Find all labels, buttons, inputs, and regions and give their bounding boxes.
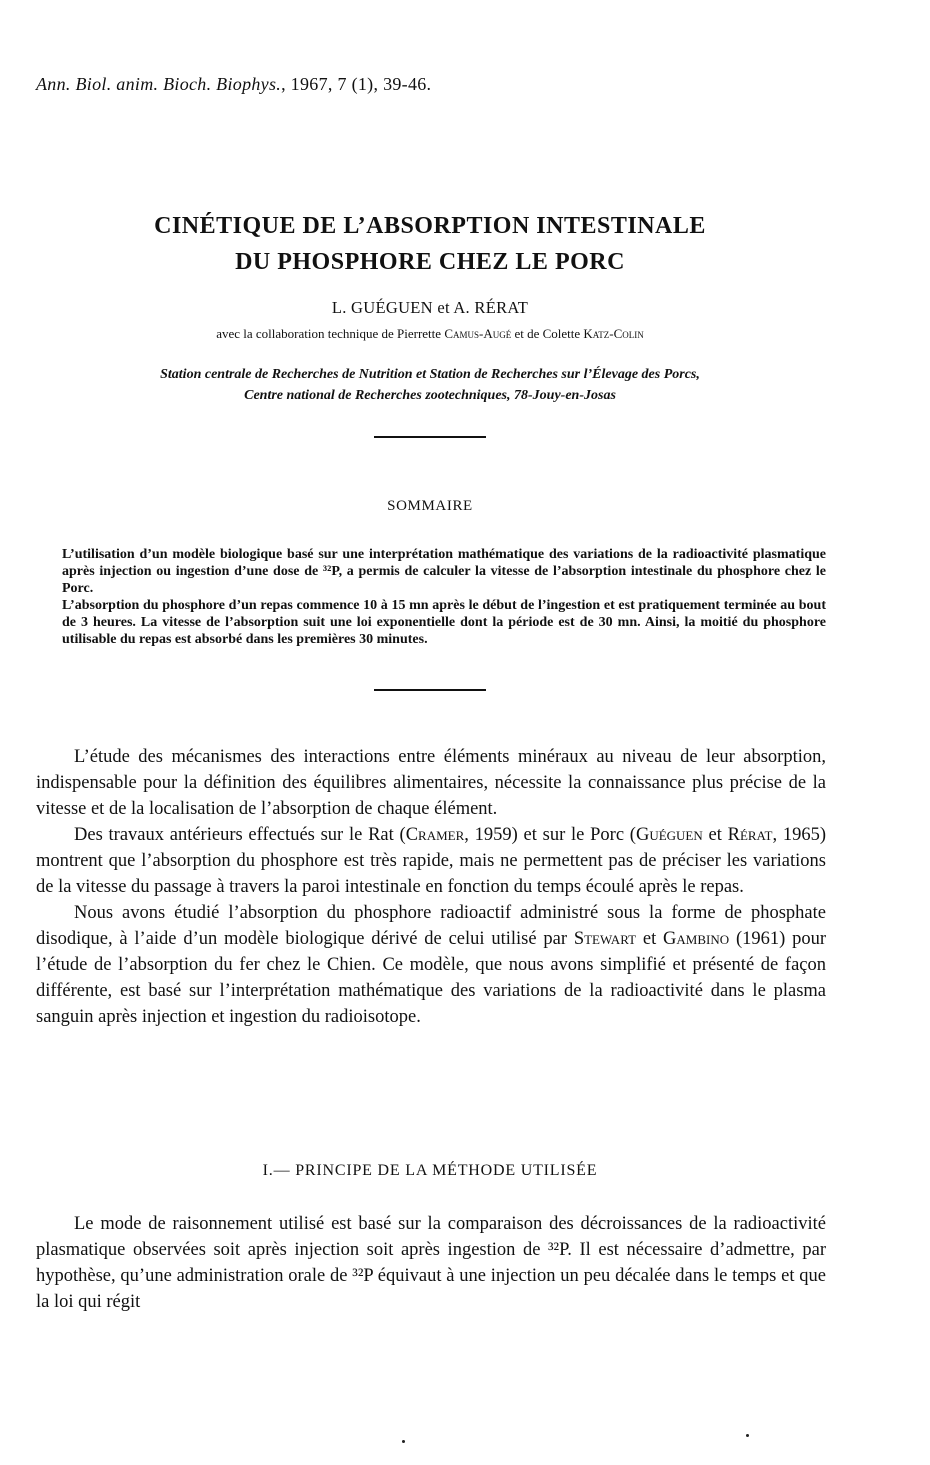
section-1-heading: I.— PRINCIPE DE LA MÉTHODE UTILISÉE <box>262 1162 598 1179</box>
authors: L. GUÉGUEN et A. RÉRAT <box>331 298 529 317</box>
collab-name-2: Katz-Colin <box>583 326 644 341</box>
collaboration-line <box>0 326 860 342</box>
journal-name: Ann. Biol. anim. Bioch. Biophys. <box>36 74 282 94</box>
divider-top <box>374 436 486 438</box>
journal-citation <box>36 74 431 95</box>
divider-bottom <box>374 689 486 691</box>
abstract-paragraph-2: L’absorption du phosphore d’un repas commence 10 à 15 mn après le début de l’ingestion et est pratiquement terminée au bout de 3 heures. La vitesse de l’absorption suit une loi exponentielle dont la période est de 30 mn. Ainsi, la moitié du phosphore utilisable du repas est absorbé dans les premières 30 minutes. <box>62 598 826 647</box>
introduction <box>36 744 826 1030</box>
citation-details: , 1967, 7 (1), 39-46. <box>281 74 432 94</box>
text-run: , 1965) montrent que l’absorption du phosphore est très rapide, mais ne permettent pas de préciser les variations de la vitesse du passage à travers la paroi intestinale en fonction du temps écoulé après le repas. <box>36 825 826 897</box>
speck-mark <box>746 1434 749 1437</box>
intro-paragraph-1: L’étude des mécanismes des interactions entre éléments minéraux au niveau de leur absorption, indispensable pour la définition des équilibres alimentaires, nécessite la connaissance plus précise de la vitesse et de la localisation de l’absorption de chaque élément. <box>36 747 826 819</box>
intro-paragraph-2 <box>36 822 826 900</box>
article-title <box>0 208 860 280</box>
title-line-1: CINÉTIQUE DE L’ABSORPTION INTESTINALE <box>154 213 706 239</box>
citation-rerat: Rérat <box>727 825 773 845</box>
section-1-paragraph-1: Le mode de raisonnement utilisé est basé sur la comparaison des décroissances de la radioactivité plasmatique observées soit après injection soit après ingestion de ³²P. Il est nécessaire d’admettre, par hypothèse, qu’une administration orale de ³²P équivaut à une injection un peu décalée dans le temps et que la loi qui régit <box>36 1214 826 1312</box>
citation-gambino: Gambino <box>663 929 730 949</box>
text-run: et <box>702 825 728 845</box>
citation-stewart: Stewart <box>573 929 637 949</box>
sommaire-heading: SOMMAIRE <box>387 498 473 514</box>
affiliation-line-1: Station centrale de Recherches de Nutrition et Station de Recherches sur l’Élevage des Porcs, <box>160 367 700 382</box>
title-line-2: DU PHOSPHORE CHEZ LE PORC <box>235 249 625 275</box>
collab-name-1: Camus-Augé <box>444 326 512 341</box>
text-run: (1961) pour l’étude de l’absorption du fer chez le Chien. Ce modèle, que nous avons simplifié et présenté de façon différente, est basé sur l’interprétation mathématique des variations de la radioactivité dans le plasma sanguin après injection et ingestion du radioisotope. <box>36 929 826 1027</box>
citation-cramer: Cramer <box>405 825 465 845</box>
abstract <box>62 546 826 648</box>
collab-prefix: avec la collaboration technique de Pierrette <box>216 326 445 341</box>
collab-middle: et de Colette <box>511 326 584 341</box>
affiliation-line-2: Centre national de Recherches zootechniques, 78-Jouy-en-Josas <box>244 388 616 403</box>
citation-gueguen: Guéguen <box>635 825 703 845</box>
text-run: Des travaux antérieurs effectués sur le Rat ( <box>74 825 406 845</box>
text-run: , 1959) et sur le Porc ( <box>464 825 636 845</box>
intro-paragraph-3 <box>36 900 826 1030</box>
affiliation <box>0 364 860 406</box>
text-run: et <box>636 929 664 949</box>
speck-mark <box>402 1440 405 1443</box>
abstract-paragraph-1: L’utilisation d’un modèle biologique basé sur une interprétation mathématique des variations de la radioactivité plasmatique après injection ou ingestion d’une dose de ³²P, a permis de calculer la vitesse de l’absorption intestinale du phosphore chez le Porc. <box>62 547 826 596</box>
section-1-body <box>36 1211 826 1315</box>
text-run: Nous avons étudié l’absorption du phosphore radioactif administré sous la forme de phosphate disodique, à l’aide d’un modèle biologique dérivé de celui utilisé par <box>36 903 826 949</box>
